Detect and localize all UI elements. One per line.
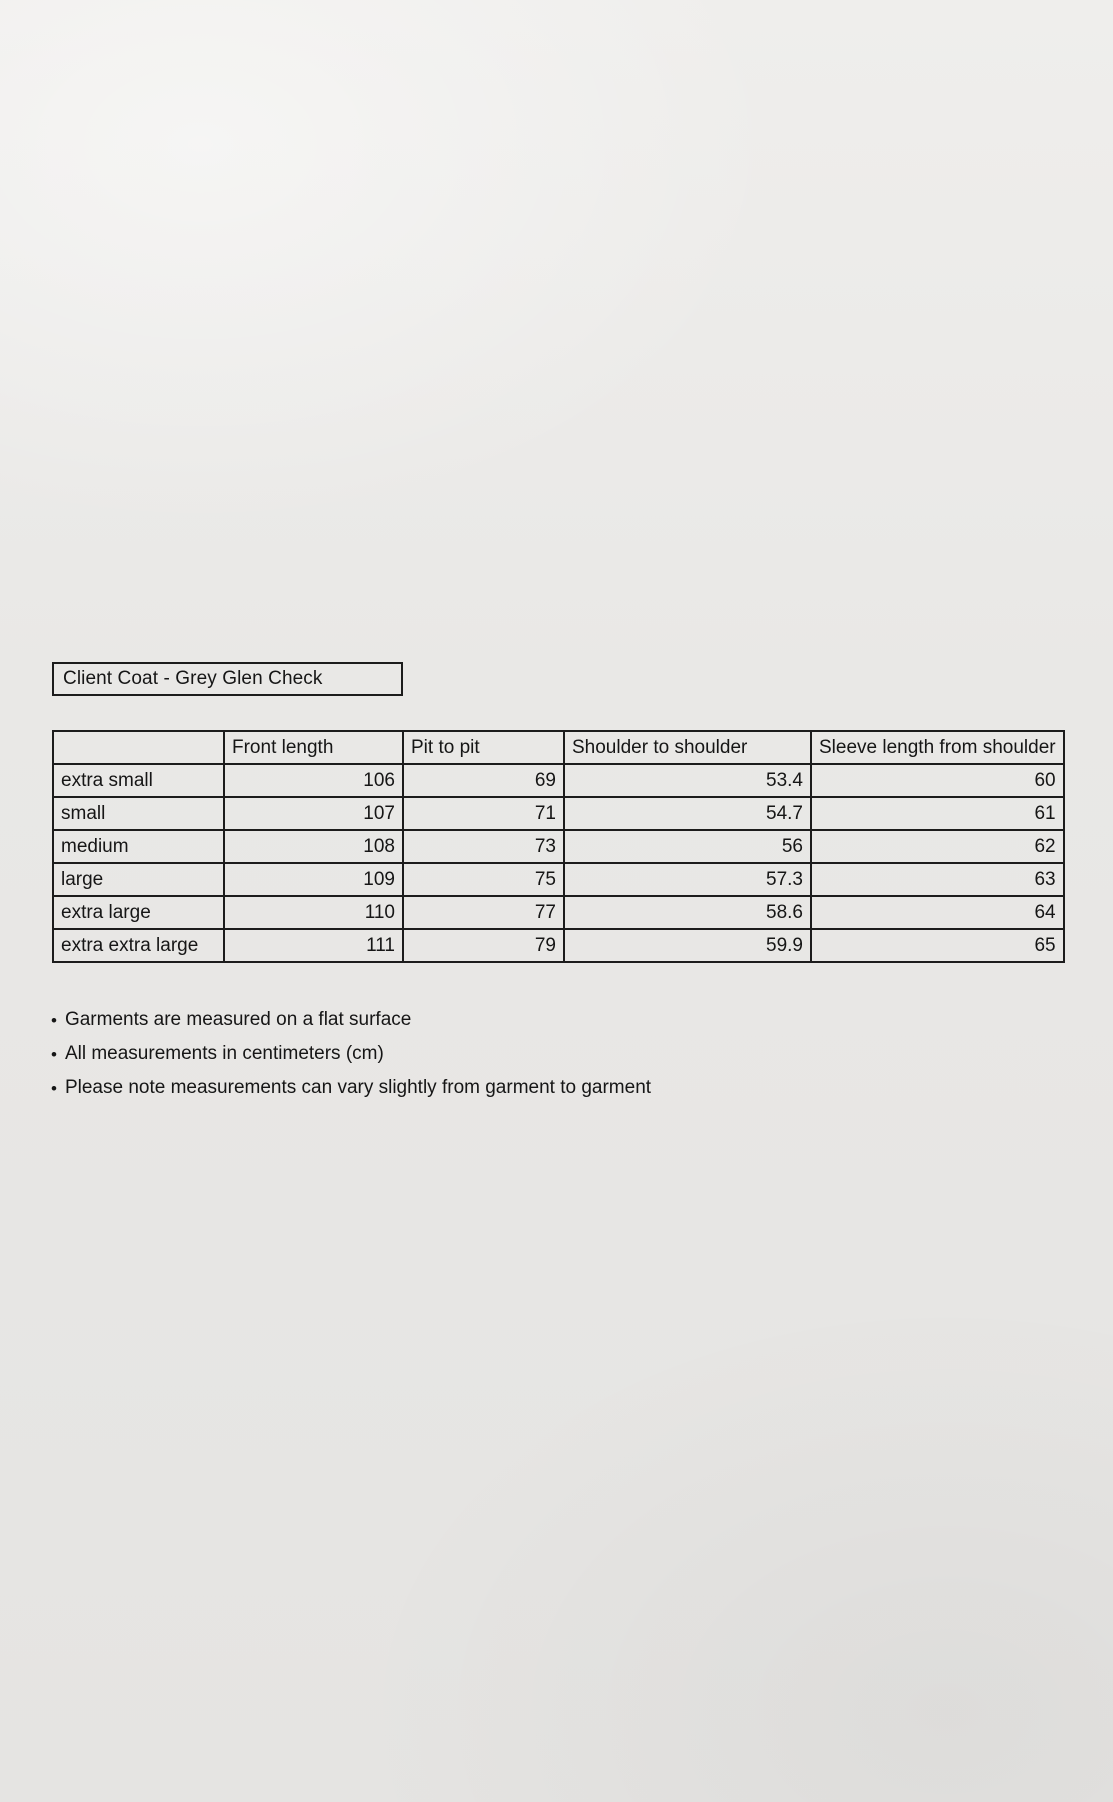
- note-text: All measurements in centimeters (cm): [64, 1043, 384, 1064]
- front-length-cell: 106: [224, 764, 403, 797]
- shoulder-cell: 57.3: [564, 863, 811, 896]
- bullet-icon: •: [51, 1078, 57, 1098]
- table-row: [53, 830, 1064, 863]
- sleeve-cell: 61: [811, 797, 1064, 830]
- pit-to-pit-cell: 69: [403, 764, 564, 797]
- bullet-icon: •: [51, 1010, 57, 1030]
- size-cell: extra extra large: [53, 929, 224, 962]
- header-cell-size: [53, 731, 224, 764]
- size-cell: small: [53, 797, 224, 830]
- table-row: [53, 764, 1064, 797]
- header-cell-pit-to-pit: Pit to pit: [403, 731, 564, 764]
- sleeve-cell: 63: [811, 863, 1064, 896]
- note-text: Please note measurements can vary slightly from garment to garment: [64, 1077, 652, 1098]
- table-row: [53, 797, 1064, 830]
- size-cell: medium: [53, 830, 224, 863]
- table-row: [53, 896, 1064, 929]
- shoulder-cell: 58.6: [564, 896, 811, 929]
- size-cell: extra small: [53, 764, 224, 797]
- shoulder-cell: 54.7: [564, 797, 811, 830]
- sleeve-cell: 64: [811, 896, 1064, 929]
- product-title: Client Coat - Grey Glen Check: [63, 668, 323, 689]
- measurement-notes: [51, 1003, 651, 1105]
- shoulder-cell: 59.9: [564, 929, 811, 962]
- pit-to-pit-cell: 71: [403, 797, 564, 830]
- header-cell-front-length: Front length: [224, 731, 403, 764]
- front-length-cell: 111: [224, 929, 403, 962]
- size-chart-table: [52, 730, 1065, 963]
- header-cell-shoulder-to-shoulder: Shoulder to shoulder: [564, 731, 811, 764]
- size-cell: extra large: [53, 896, 224, 929]
- front-length-cell: 110: [224, 896, 403, 929]
- note-line: [51, 1037, 651, 1071]
- pit-to-pit-cell: 73: [403, 830, 564, 863]
- table-row: [53, 863, 1064, 896]
- table-row: [53, 929, 1064, 962]
- note-line: [51, 1071, 651, 1105]
- sleeve-cell: 60: [811, 764, 1064, 797]
- shoulder-cell: 53.4: [564, 764, 811, 797]
- sleeve-cell: 65: [811, 929, 1064, 962]
- pit-to-pit-cell: 79: [403, 929, 564, 962]
- note-line: [51, 1003, 651, 1037]
- pit-to-pit-cell: 77: [403, 896, 564, 929]
- header-cell-sleeve-length: Sleeve length from shoulder: [811, 731, 1064, 764]
- bullet-icon: •: [51, 1044, 57, 1064]
- shoulder-cell: 56: [564, 830, 811, 863]
- size-cell: large: [53, 863, 224, 896]
- note-text: Garments are measured on a flat surface: [64, 1009, 412, 1030]
- front-length-cell: 109: [224, 863, 403, 896]
- product-title-box: [52, 662, 403, 696]
- front-length-cell: 108: [224, 830, 403, 863]
- pit-to-pit-cell: 75: [403, 863, 564, 896]
- sleeve-cell: 62: [811, 830, 1064, 863]
- front-length-cell: 107: [224, 797, 403, 830]
- table-header-row: [53, 731, 1064, 764]
